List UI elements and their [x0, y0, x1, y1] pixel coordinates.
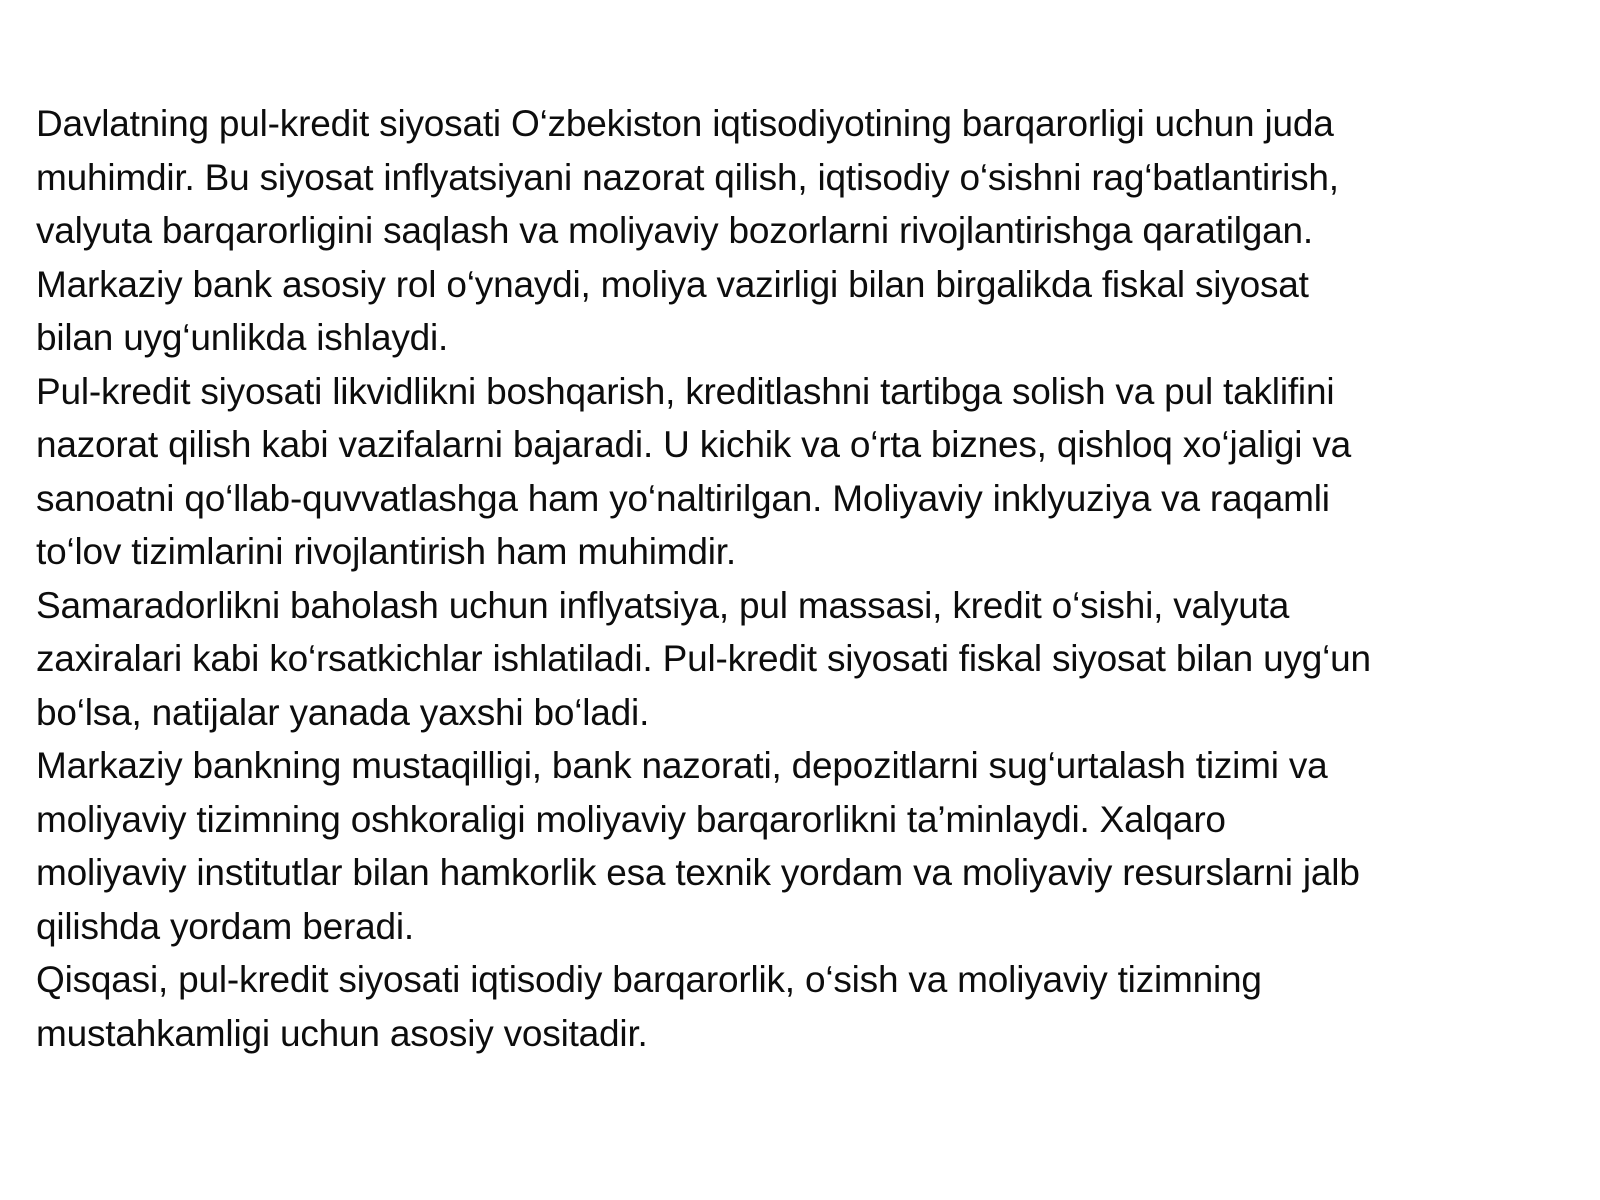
text-line: Pul-kredit siyosati likvidlikni boshqarish, kreditlashni tartibga solish va pul taklifini: [36, 370, 1335, 412]
text-line: Samaradorlikni baholash uchun inflyatsiya, pul massasi, kredit o‘sishi, valyuta: [36, 584, 1290, 626]
text-line: Markaziy bankning mustaqilligi, bank nazorati, depozitlarni sug‘urtalash tizimi va: [36, 745, 1328, 786]
text-line: mustahkamligi uchun asosiy vositadir.: [36, 1012, 648, 1054]
text-line: Qisqasi, pul-kredit siyosati iqtisodiy barqarorlik, o‘sish va moliyaviy tizimning: [36, 959, 1262, 1000]
text-line: qilishda yordam beradi.: [36, 905, 414, 947]
text-line: to‘lov tizimlarini rivojlantirish ham muhimdir.: [36, 531, 736, 572]
document-text-body: [36, 97, 1576, 1060]
text-line: sanoatni qo‘llab-quvvatlashga ham yo‘naltirilgan. Moliyaviy inklyuziya va raqamli: [36, 477, 1330, 519]
text-line: nazorat qilish kabi vazifalarni bajaradi. U kichik va o‘rta biznes, qishloq xo‘jaligi va: [36, 424, 1352, 465]
text-line: moliyaviy institutlar bilan hamkorlik esa texnik yordam va moliyaviy resurslarni jalb: [36, 852, 1360, 893]
text-line: valyuta barqarorligini saqlash va moliyaviy bozorlarni rivojlantirishga qaratilgan.: [36, 210, 1313, 251]
text-line: Markaziy bank asosiy rol o‘ynaydi, moliya vazirligi bilan birgalikda fiskal siyosat: [36, 263, 1309, 305]
text-line: zaxiralari kabi ko‘rsatkichlar ishlatiladi. Pul-kredit siyosati fiskal siyosat bilan uyg‘un: [36, 638, 1371, 679]
text-line: muhimdir. Bu siyosat inflyatsiyani nazorat qilish, iqtisodiy o‘sishni rag‘batlantirish,: [36, 156, 1339, 198]
text-line: moliyaviy tizimning oshkoraligi moliyaviy barqarorlikni ta’minlaydi. Xalqaro: [36, 798, 1226, 840]
text-line: Davlatning pul-kredit siyosati O‘zbekiston iqtisodiyotining barqarorligi uchun juda: [36, 103, 1334, 144]
text-line: bo‘lsa, natijalar yanada yaxshi bo‘ladi.: [36, 691, 650, 733]
text-line: bilan uyg‘unlikda ishlaydi.: [36, 317, 449, 358]
